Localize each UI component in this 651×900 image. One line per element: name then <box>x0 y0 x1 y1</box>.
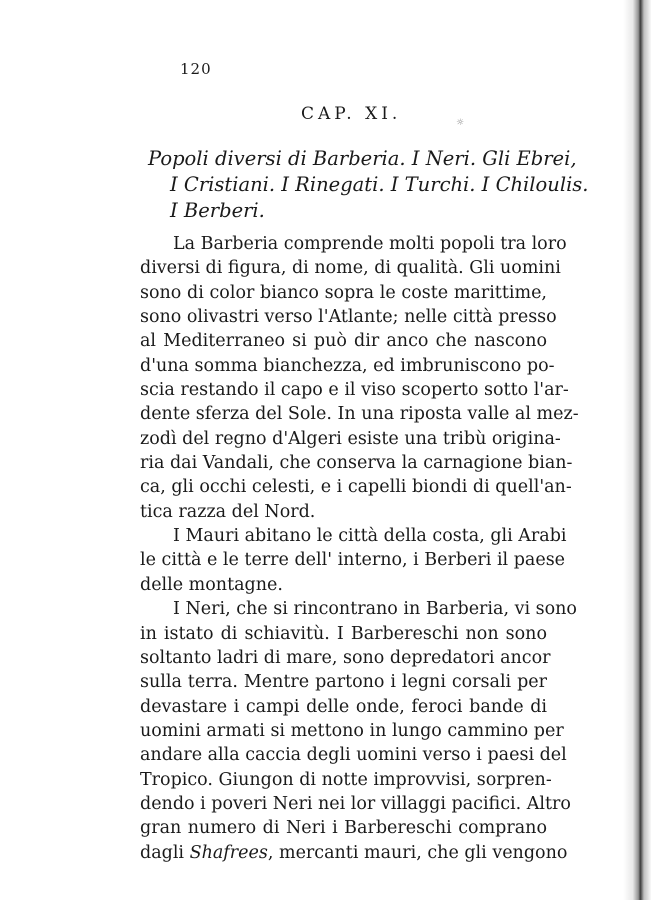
text-line: diversi di figura, di nome, di qualità. Gli uomini <box>140 258 561 279</box>
text-line: sono olivastri verso l'Atlante; nelle città presso <box>140 307 557 328</box>
text-line: La Barberia comprende molti popoli tra loro <box>173 234 567 254</box>
heading-line: Popoli diversi di Barberia. I Neri. Gli Ebrei, <box>148 147 577 170</box>
text-line: I Mauri abitano le città della costa, gli Arabi <box>173 526 567 547</box>
text-line: scia restando il capo e il viso scoperto sotto l'ar- <box>140 380 569 401</box>
page-edge-shadow <box>623 0 651 900</box>
text-line: tica razza del Nord. <box>140 501 316 522</box>
text-line: devastare i campi delle onde, feroci bande di <box>140 696 547 717</box>
text-line: in istato di schiavitù. I Barbereschi non sono <box>140 623 547 644</box>
text-line: I Neri, che si rincontrano in Barberia, vi sono <box>173 599 577 620</box>
body-text <box>140 232 579 865</box>
text-line: soltanto ladri di mare, sono depredatori ancor <box>140 647 551 668</box>
text-line: le città e le terre dell' interno, i Berberi il paese <box>140 550 566 571</box>
text-line <box>140 841 568 865</box>
text-line: ria dai Vandali, che conserva la carnagione bian- <box>140 453 573 474</box>
text-line: dendo i poveri Neri nei lor villaggi pacifici. Altro <box>140 793 571 814</box>
heading-line: I Berberi. <box>170 199 265 222</box>
chapter-heading <box>148 146 589 224</box>
text-fragment: , mercanti mauri, che gli vengono <box>267 842 568 863</box>
text-line: andare alla caccia degli uomini verso i paesi del <box>140 745 567 766</box>
text-line: delle montagne. <box>140 574 283 595</box>
text-fragment: dagli <box>140 842 190 863</box>
text-line: d'una somma bianchezza, ed imbruniscono po- <box>140 355 555 376</box>
text-line: dente sferza del Sole. In una riposta valle al mez- <box>140 404 579 425</box>
text-line: sono di color bianco sopra le coste marittime, <box>140 282 547 303</box>
text-line: zodì del regno d'Algeri esiste una tribù origina- <box>140 428 561 449</box>
page-number: 120 <box>180 60 212 78</box>
ink-speck-icon: ☼ <box>456 118 465 128</box>
text-line: Tropico. Giungon di notte improvvisi, sorpren- <box>140 769 552 790</box>
text-line: ca, gli occhi celesti, e i capelli biondi di quell'an- <box>140 477 572 498</box>
text-line: sulla terra. Mentre partono i legni corsali per <box>140 672 547 693</box>
text-line: gran numero di Neri i Barbereschi comprano <box>140 818 547 839</box>
italic-word: Shafrees <box>189 842 268 863</box>
chapter-title: CAP. XI. <box>301 104 402 124</box>
text-line: al Mediterraneo si può dir anco che nascono <box>140 331 547 352</box>
text-line: uomini armati si mettono in lungo cammino per <box>140 720 564 741</box>
heading-line: I Cristiani. I Rinegati. I Turchi. I Chiloulis. <box>170 173 589 196</box>
